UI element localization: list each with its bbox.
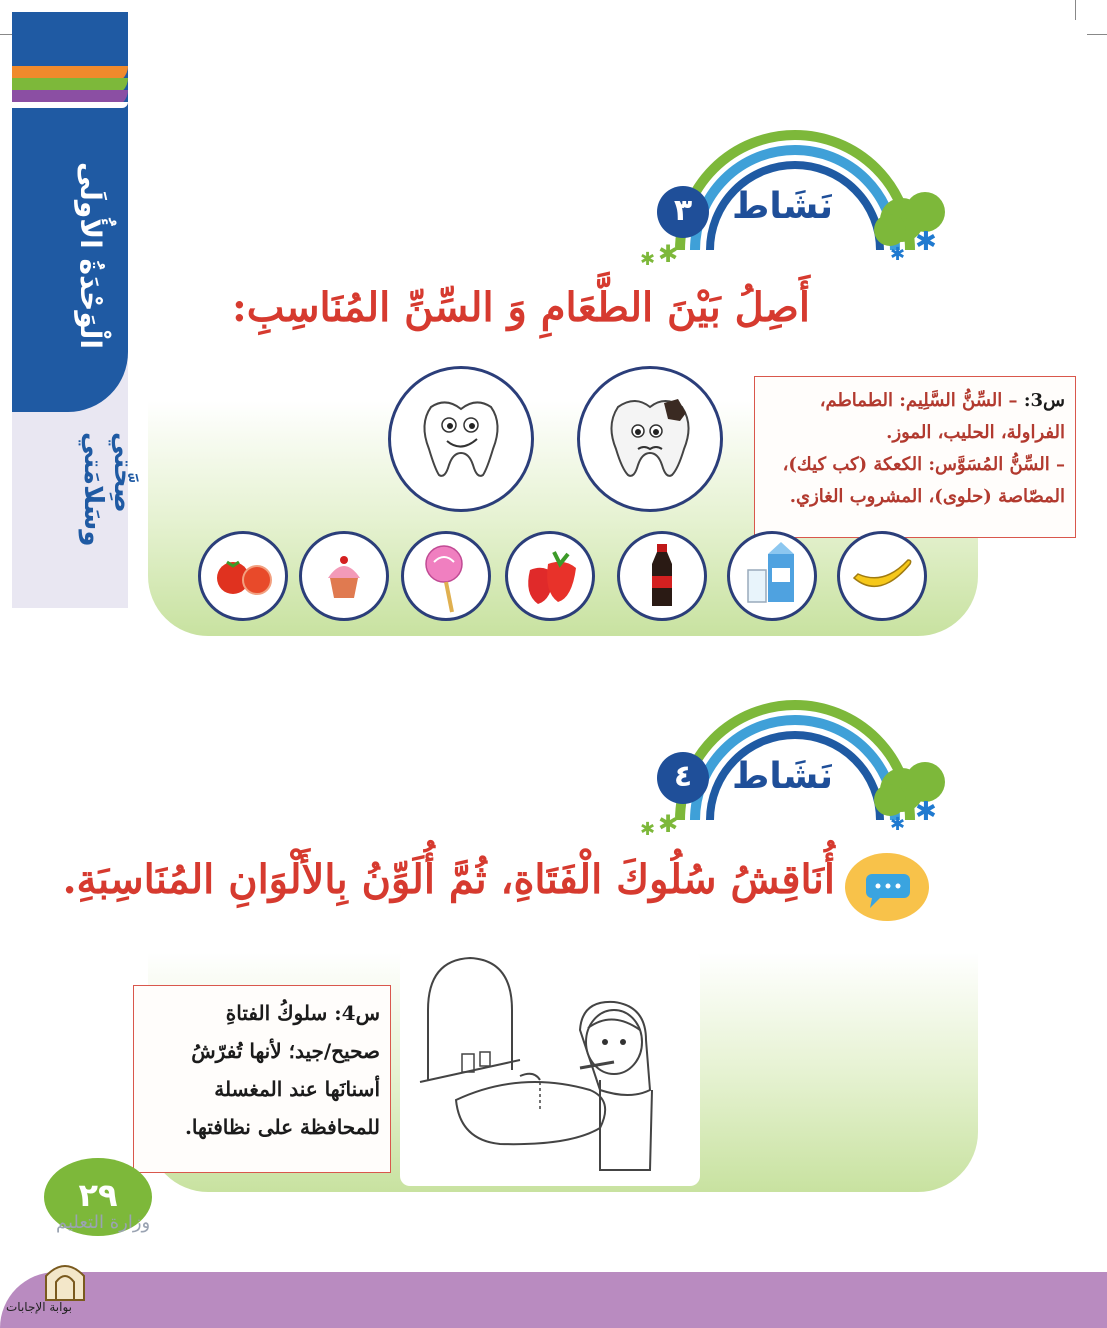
activity4-instruction: أُنَاقِشُ سُلُوكَ الْفَتَاةِ، ثُمَّ أُلَوِّنُ بِالأَلْوَانِ المُنَاسِبَةِ. [62,856,835,903]
activity4-answer-line4: للمحافظة على نظافتها. [184,1115,380,1139]
activity4-answer-qlabel: س4: [334,1001,380,1025]
activity3-answer-line1: – السِّنُّ السَّلِيم: الطماطم، [819,390,1018,411]
milk-carton-icon [730,534,814,618]
svg-text:✱: ✱ [640,819,656,840]
unit-subtitle: صِحَّتي وسَلامَتي [78,432,138,547]
activity3-label: نَشَاط [732,186,834,227]
milk-item[interactable] [727,531,817,621]
activity4-answer-line2: صحيح/جيد؛ لأنها تُفرّشُ [191,1039,380,1063]
svg-text:✱: ✱ [640,249,656,270]
unit-tab-blue [12,12,128,412]
ministry-watermark: وزارة التعليم [56,1212,151,1233]
rainbow-icon [640,660,950,840]
cupcake-item[interactable] [299,531,389,621]
lollipop-item[interactable] [401,531,491,621]
portal-logo-icon [40,1256,90,1302]
crop-mark [1087,34,1107,35]
rainbow-icon [640,90,950,270]
banana-item[interactable] [837,531,927,621]
strawberry-icon [508,534,592,618]
svg-text:✱: ✱ [658,810,679,838]
healthy-tooth-icon [391,369,531,509]
healthy-tooth-circle[interactable] [388,366,534,512]
decayed-tooth-circle[interactable] [577,366,723,512]
activity4-answer-box [133,985,391,1173]
activity3-answer-line4: المصّاصة (حلوى)، المشروب الغازي. [789,486,1065,507]
activity4-label: نَشَاط [732,756,834,797]
strawberry-item[interactable] [505,531,595,621]
unit-side-tab [12,12,138,608]
illustration-frame[interactable] [400,950,700,1186]
lollipop-icon [404,534,488,618]
activity4-answer-line3: أسنانَها عند المغسلة [214,1077,380,1101]
bottom-band [0,1272,1107,1328]
activity3-answer-line3: – السِّنُّ المُسَوَّس: الكعكة (كب كيك)، [782,454,1065,475]
soda-bottle-icon [620,534,704,618]
activity3-answer-line2: الفراولة، الحليب، الموز. [886,422,1065,443]
svg-text:✱: ✱ [890,814,906,835]
decayed-tooth-icon [580,369,720,509]
activity4-answer-line1: سلوكُ الفتاةِ [225,1001,328,1025]
girl-brushing-teeth-icon [400,950,700,1186]
portal-label[interactable]: بوابة الإجابات [6,1300,73,1314]
tab-stripe-white [12,102,128,108]
activity3-number-badge: ٣ [657,186,709,238]
svg-text:✱: ✱ [915,797,937,827]
soda-item[interactable] [617,531,707,621]
unit-title: الْوَحْدَةُ الأُولَى [74,162,107,349]
banana-icon [840,534,924,618]
tomato-icon [201,534,285,618]
svg-text:✱: ✱ [890,244,906,265]
crop-mark [1075,0,1076,20]
discussion-bubble-icon [844,852,930,922]
activity3-instruction: أَصِلُ بَيْنَ الطَّعَامِ وَ السِّنِّ المُنَاسِبِ: [231,284,810,331]
cupcake-icon [302,534,386,618]
svg-text:✱: ✱ [915,227,937,257]
tomato-item[interactable] [198,531,288,621]
page-number: ٢٩ [44,1158,152,1236]
activity3-answer-qlabel: س3: [1023,390,1065,411]
activity3-answer-box [754,376,1076,538]
activity4-number-badge: ٤ [657,752,709,804]
svg-text:✱: ✱ [658,240,679,268]
